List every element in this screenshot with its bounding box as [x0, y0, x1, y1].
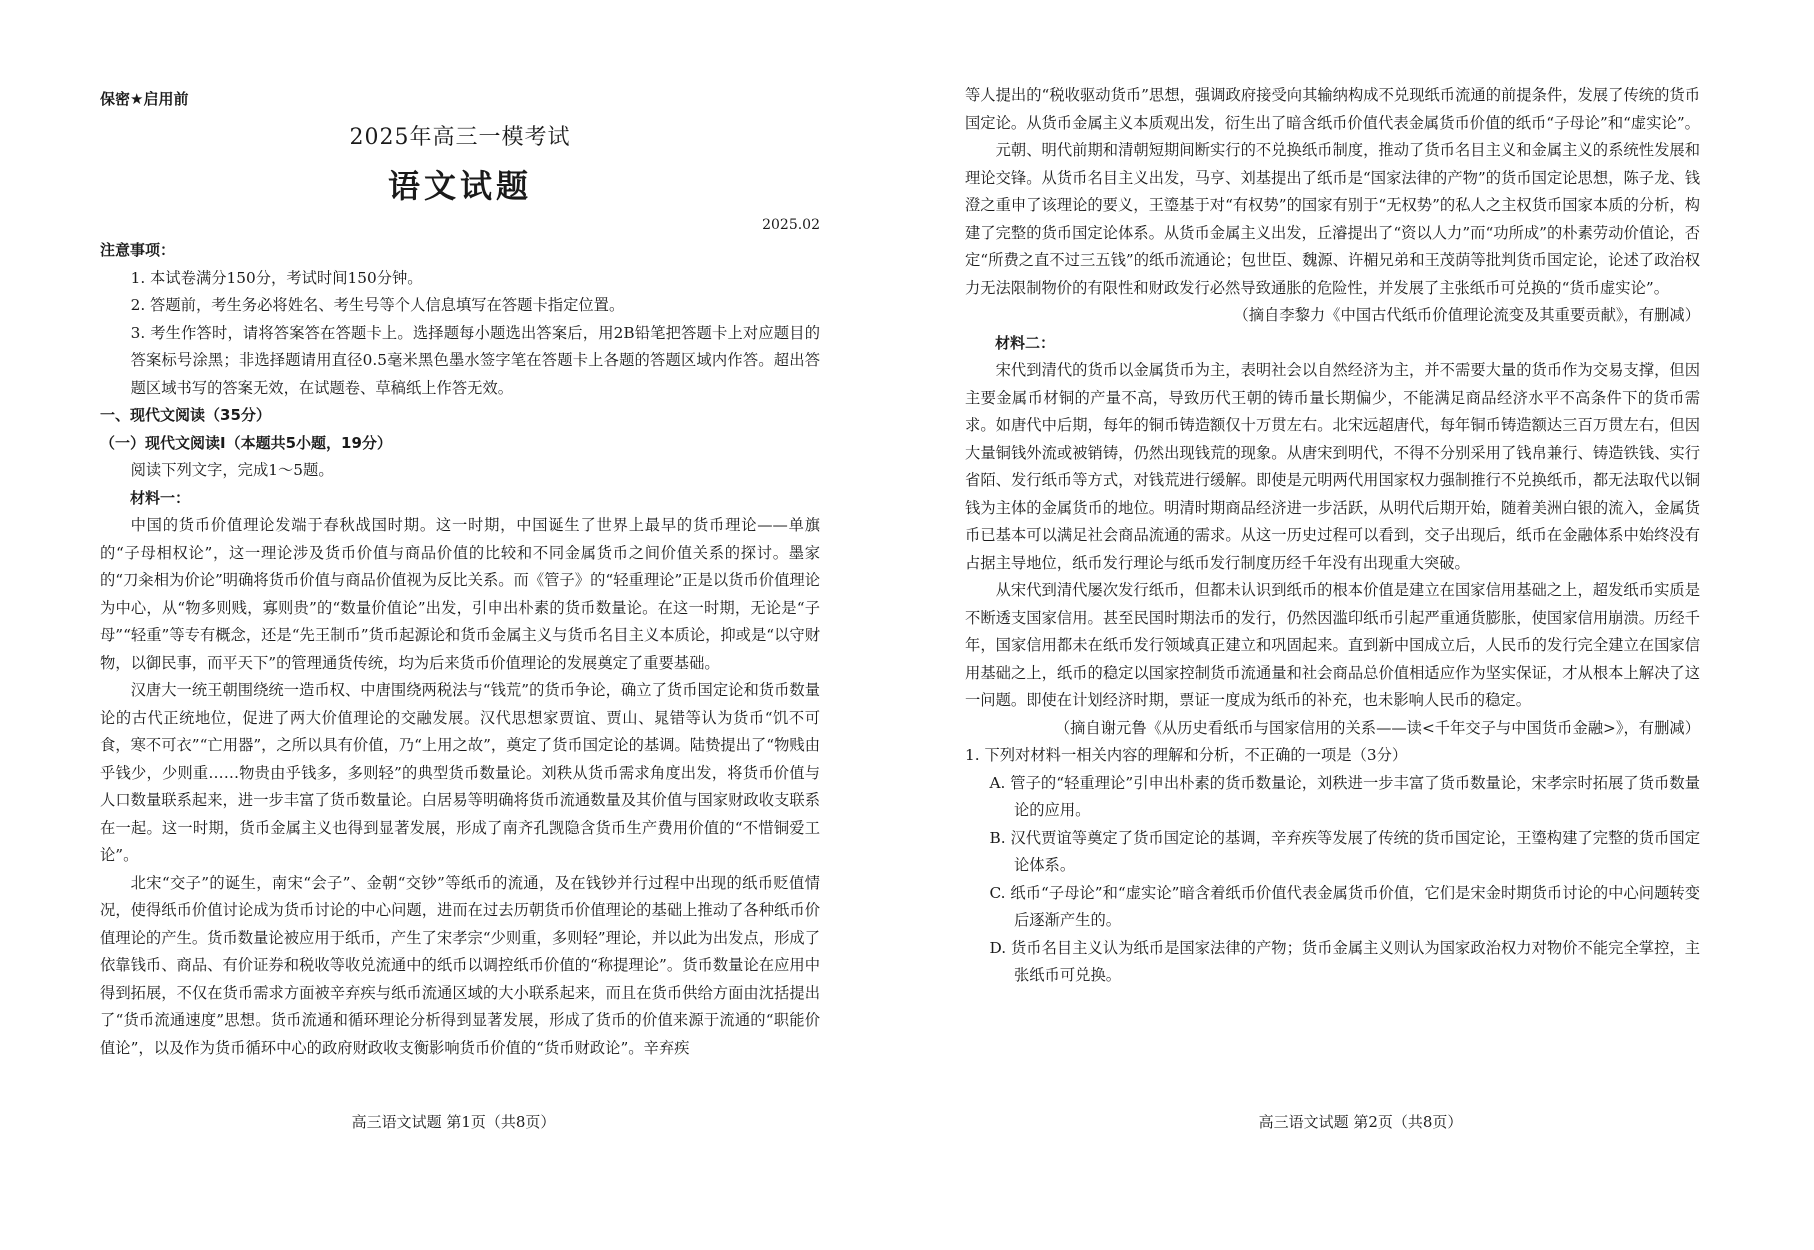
- material-paragraph: 从宋代到清代屡次发行纸币，但都未认识到纸币的根本价值是建立在国家信用基础之上，超发纸币实质是不断透支国家信用。甚至民国时期法币的发行，仍然因滥印纸币引起严重通货膨胀，使国家信用崩溃。历经千年，国家信用都未在纸币发行领域真正建立和巩固起来。直到新中国成立后，人民币的发行完全建立在国家信用基础之上，纸币的稳定以国家控制货币流通量和社会商品总价值相适应作为坚实保证，才从根本上解决了这一问题。即使在计划经济时期，票证一度成为纸币的补充，也未影响人民币的稳定。: [965, 581, 1700, 709]
- confidential-label: 保密★启用前: [100, 90, 189, 108]
- page-footer: 高三语文试题 第1页（共8页）: [351, 1113, 556, 1131]
- material-source: （摘自谢元鲁《从历史看纸币与国家信用的关系——读<千年交子与中国货币金融>》，有删减）: [1054, 718, 1700, 737]
- answer-option: A. 管子的“轻重理论”引申出朴素的货币数量论，刘秩进一步丰富了货币数量论，宋孝宗时拓展了货币数量论的应用。: [989, 773, 1700, 819]
- reading-instruction: 阅读下列文字，完成1～5题。: [130, 461, 334, 479]
- notice-heading: 注意事项：: [100, 241, 176, 259]
- page-2-column: [965, 82, 1700, 990]
- material-paragraph: 宋代到清代的货币以金属货币为主，表明社会以自然经济为主，并不需要大量的货币作为交易支撑，但因主要金属币材铜的产量不高，导致历代王朝的铸币量长期偏少，不能满足商品经济水平不高条件下的货币需求。如唐代中后期，每年的铜币铸造额仅十万贯左右。北宋远超唐代，每年铜币铸造额达三百万贯左右，但因大量铜钱外流或被销铸，仍然出现钱荒的现象。从唐宋到明代，不得不分别采用了钱帛兼行、铸造铁钱、实行省陌、发行纸币等方式，对钱荒进行缓解。即使是元明两代用国家权力强制推行不兑换纸币，都无法取代以铜钱为主体的金属货币的地位。明清时期商品经济进一步活跃，从明代后期开始，随着美洲白银的流入，金属货币已基本可以满足社会商品流通的需求。从这一历史过程可以看到，交子出现后，纸币在金融体系中始终没有占据主导地位，纸币发行理论与纸币发行制度历经千年没有出现重大突破。: [965, 361, 1700, 572]
- material-label: 材料二：: [995, 333, 1056, 352]
- material-paragraph: 元朝、明代前期和清朝短期间断实行的不兑换纸币制度，推动了货币名目主义和金属主义的系统性发展和理论交锋。从货币名目主义出发，马亨、刘基提出了纸币是“国家法律的产物”的货币国定论思想，陈子龙、钱澄之重申了该理论的要义，王瑬基于对“有权势”的国家有别于“无权势”的私人之主权货币国家本质的分析，构建了完整的货币国定论体系。从货币金属主义出发，丘濬提出了“资以人力”而“功所成”的朴素劳动价值论，否定“所费之直不过三五钱”的纸币流通论；包世臣、魏源、许楣兄弟和王茂荫等批判货币国定论，论述了政治权力无法限制物价的有限性和财政发行必然导致通胀的危险性，并发展了主张纸币可兑换的“货币虚实论”。: [965, 141, 1700, 297]
- material-paragraph: 北宋“交子”的诞生，南宋“会子”、金朝“交钞”等纸币的流通，及在钱钞并行过程中出现的纸币贬值情况，使得纸币价值讨论成为货币讨论的中心问题，进而在过去历朝货币价值理论的基础上推动了各种纸币价值理论的产生。货币数量论被应用于纸币，产生了宋孝宗“少则重，多则轻”理论，并以此为出发点，形成了依靠钱币、商品、有价证券和税收等收兑流通中的纸币以调控纸币价值的“称提理论”。货币数量论在应用中得到拓展，不仅在货币需求方面被辛弃疾与纸币流通区域的大小联系起来，而且在货币供给方面由沈括提出了“货币流通速度”思想。货币流通和循环理论分析得到显著发展，形成了货币的价值来源于流通的“职能价值论”，以及作为货币循环中心的政府财政收支衡影响货币价值的“货币财政论”。辛弃疾: [100, 873, 820, 1057]
- material-source: （摘自李黎力《中国古代纸币价值理论流变及其重要贡献》，有删减）: [1233, 306, 1700, 324]
- answer-option: B. 汉代贾谊等奠定了货币国定论的基调，辛弃疾等发展了传统的货币国定论，王瑬构建了完整的货币国定论体系。: [989, 828, 1700, 874]
- subject-title: 语文试题: [387, 167, 532, 205]
- material-paragraph: 中国的货币价值理论发端于春秋战国时期。这一时期，中国诞生了世界上最早的货币理论——单旗的“子母相权论”，这一理论涉及货币价值与商品价值的比较和不同金属货币之间价值关系的探讨。墨家的“刀籴相为价论”明确将货币价值与商品价值视为反比关系。而《管子》的“轻重理论”正是以货币价值理论为中心，从“物多则贱，寡则贵”的“数量价值论”出发，引申出朴素的货币数量论。在这一时期，无论是“子母”“轻重”等专有概念，还是“先王制币”货币起源论和货币金属主义与货币名目主义本质论，抑或是“以守财物，以御民事，而平天下”的管理通货传统，均为后来货币价值理论的发展奠定了重要基础。: [100, 516, 820, 672]
- notice-item: 2. 答题前，考生务必将姓名、考生号等个人信息填写在答题卡指定位置。: [130, 296, 625, 314]
- page-footer: 高三语文试题 第2页（共8页）: [1258, 1113, 1463, 1131]
- exam-page-2: [907, 0, 1814, 1250]
- answer-option: D. 货币名目主义认为纸币是国家法律的产物；货币金属主义则认为国家政治权力对物价不能完全掌控，主张纸币可兑换。: [989, 938, 1700, 984]
- notice-item: 1. 本试卷满分150分，考试时间150分钟。: [130, 268, 423, 287]
- subsection-heading: （一）现代文阅读Ⅰ（本题共5小题，19分）: [100, 433, 392, 452]
- answer-option: C. 纸币“子母论”和“虚实论”暗含着纸币价值代表金属货币价值，它们是宋金时期货币讨论的中心问题转变后逐渐产生的。: [989, 883, 1700, 929]
- exam-title: 2025年高三一模考试: [349, 125, 571, 150]
- exam-date: 2025.02: [762, 217, 820, 233]
- material-label: 材料一：: [130, 488, 191, 507]
- material-paragraph: 等人提出的“税收驱动货币”思想，强调政府接受向其输纳构成不兑现纸币流通的前提条件，发展了传统的货币国定论。从货币金属主义本质观出发，衍生出了暗含纸币价值代表金属货币价值的纸币“子母论”和“虚实论”。: [965, 86, 1700, 132]
- notice-item: 3. 考生作答时，请将答案答在答题卡上。选择题每小题选出答案后，用2B铅笔把答题卡上对应题目的答案标号涂黑；非选择题请用直径0.5毫米黑色墨水签字笔在答题卡上各题的答题区域内作答。超出答题区域书写的答案无效，在试题卷、草稿纸上作答无效。: [130, 323, 820, 397]
- question-stem: 1. 下列对材料一相关内容的理解和分析，不正确的一项是（3分）: [965, 746, 1408, 764]
- page-1-column: [100, 88, 820, 1062]
- material-paragraph: 汉唐大一统王朝围绕统一造币权、中唐围绕两税法与“钱荒”的货币争论，确立了货币国定论和货币数量论的古代正统地位，促进了两大价值理论的交融发展。汉代思想家贾谊、贾山、晁错等认为货币“饥不可食，寒不可衣”“亡用器”，之所以具有价值，乃“上用之故”，奠定了货币国定论的基调。陆贽提出了“物贱由乎钱少，少则重……物贵由乎钱多，多则轻”的典型货币数量论。刘秩从货币需求角度出发，将货币价值与人口数量联系起来，进一步丰富了货币数量论。白居易等明确将货币流通数量及其价值与国家财政收支联系在一起。这一时期，货币金属主义也得到显著发展，形成了南齐孔觊隐含货币生产费用价值的“不惜铜爱工论”。: [100, 681, 820, 864]
- section-heading: 一、现代文阅读（35分）: [100, 406, 271, 424]
